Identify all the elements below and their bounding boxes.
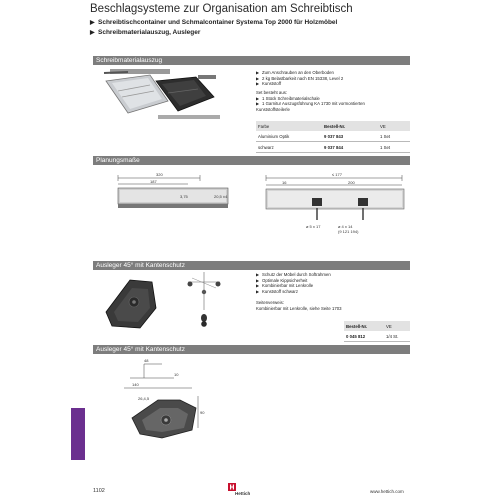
arrow-right-icon: ▶	[90, 30, 95, 36]
brand-name: Hettich	[235, 491, 251, 496]
dim-label: 3,75	[180, 194, 188, 199]
dim-label: 200	[348, 180, 355, 185]
dim-label: ø 5 x 17	[306, 224, 321, 229]
dim-label: 26,4,5	[138, 396, 150, 401]
drawer-tray-image	[98, 67, 222, 127]
arrow-right-icon: ▶	[256, 288, 260, 294]
table-row: Aluminium Optik 9 037 843 1 Set	[256, 131, 410, 142]
hettich-logo-icon	[228, 483, 236, 491]
arrow-right-icon: ▶	[256, 95, 260, 101]
dim-label: 16	[282, 180, 287, 185]
section-bar-ausleger-2: Ausleger 45° mit Kantenschutz	[93, 345, 410, 354]
reference-title: Seitenverweis:	[256, 300, 284, 305]
arrow-right-icon: ▶	[90, 20, 95, 26]
arrow-right-icon: ▶	[256, 70, 260, 75]
list-item: ▶ Kunststoff	[256, 81, 282, 87]
table-row: 0 045 812 1/4 St.	[344, 331, 410, 342]
dim-label: 187	[150, 179, 157, 184]
list-item: ▶ Kunststoff schwarz	[256, 288, 298, 294]
ausleger-order-table	[344, 321, 410, 342]
list-item: ▶ Kombinierbar mit Lenkrolle	[256, 283, 314, 289]
arrow-right-icon: ▶	[256, 75, 260, 81]
table-row: schwarz 9 037 844 1 Set	[256, 142, 410, 153]
table-header-row: Farbe Bestell-Nr. VE	[256, 121, 410, 131]
arrow-right-icon: ▶	[256, 277, 260, 283]
dim-label: 320	[156, 172, 163, 177]
list-item: ▶ 1 Stück Schreibmaterialschale	[256, 95, 320, 101]
table-header-row: Bestell-Nr. VE	[344, 321, 410, 331]
schreib-set-list	[256, 90, 366, 112]
section-bar-planungsmasse: Planungsmaße	[93, 156, 410, 165]
subtitle-1	[90, 19, 337, 26]
schreib-order-table	[256, 121, 410, 153]
ausleger-dimension-drawing	[118, 356, 228, 444]
arrow-right-icon: ▶	[256, 101, 260, 107]
ausleger-product-image	[96, 272, 164, 336]
planning-drawing-left	[110, 170, 240, 230]
dim-label: ø 4 x 14	[338, 224, 353, 229]
dim-label: (9 121 194)	[338, 229, 359, 234]
list-item: ▶ Optimale Kippsicherheit	[256, 277, 308, 283]
section-bar-ausleger-1: Ausleger 45° mit Kantenschutz	[93, 261, 410, 270]
list-item: ▶ 1 Garnitur Auszugsführung KA 1730 mit vormontierten Kunststoffsteilerle	[256, 101, 365, 112]
reference-text: Kombinierbar mit Lenkrolle, siehe Seite 1703	[256, 305, 342, 311]
ausleger-assembly-drawing	[178, 268, 230, 338]
page-number: 1102	[93, 488, 105, 494]
section-bar-schreibmaterialauszug: Schreibmaterialauszug	[93, 56, 410, 65]
dim-label: 90	[200, 410, 205, 415]
list-item: ▶ 2 kg Belastbarkeit nach EN 15338, Level 2	[256, 75, 344, 81]
footer-url: www.hettich.com	[370, 489, 404, 494]
arrow-right-icon: ▶	[256, 81, 260, 87]
subtitle-2	[90, 29, 200, 36]
ausleger-reference	[256, 300, 342, 311]
subtitle-1-text: Schreibtischcontainer und Schmalcontainer Systema Top 2000 für Holzmöbel	[98, 19, 338, 26]
dim-label: 140	[132, 382, 139, 387]
schreib-feature-list	[256, 70, 343, 87]
dim-label: 48	[144, 358, 149, 363]
dim-label: ≤ 177	[332, 172, 342, 177]
set-intro: Set besteht aus:	[256, 90, 288, 95]
ausleger-feature-list	[256, 272, 331, 294]
dim-label: 10	[174, 372, 179, 377]
planning-drawing-right	[262, 170, 410, 250]
list-item: ▶ Zum Anschrauben an den Oberboden	[256, 70, 334, 75]
arrow-right-icon: ▶	[256, 283, 260, 289]
arrow-right-icon: ▶	[256, 272, 260, 277]
page-title: Beschlagsysteme zur Organisation am Schreibtisch	[90, 3, 353, 15]
list-item: ▶ Schutz der Möbel durch Softrahmen	[256, 272, 331, 277]
subtitle-2-text: Schreibmaterialauszug, Ausleger	[98, 29, 201, 36]
chapter-tab	[71, 408, 85, 460]
dim-label: 20,5 ±4	[214, 194, 228, 199]
